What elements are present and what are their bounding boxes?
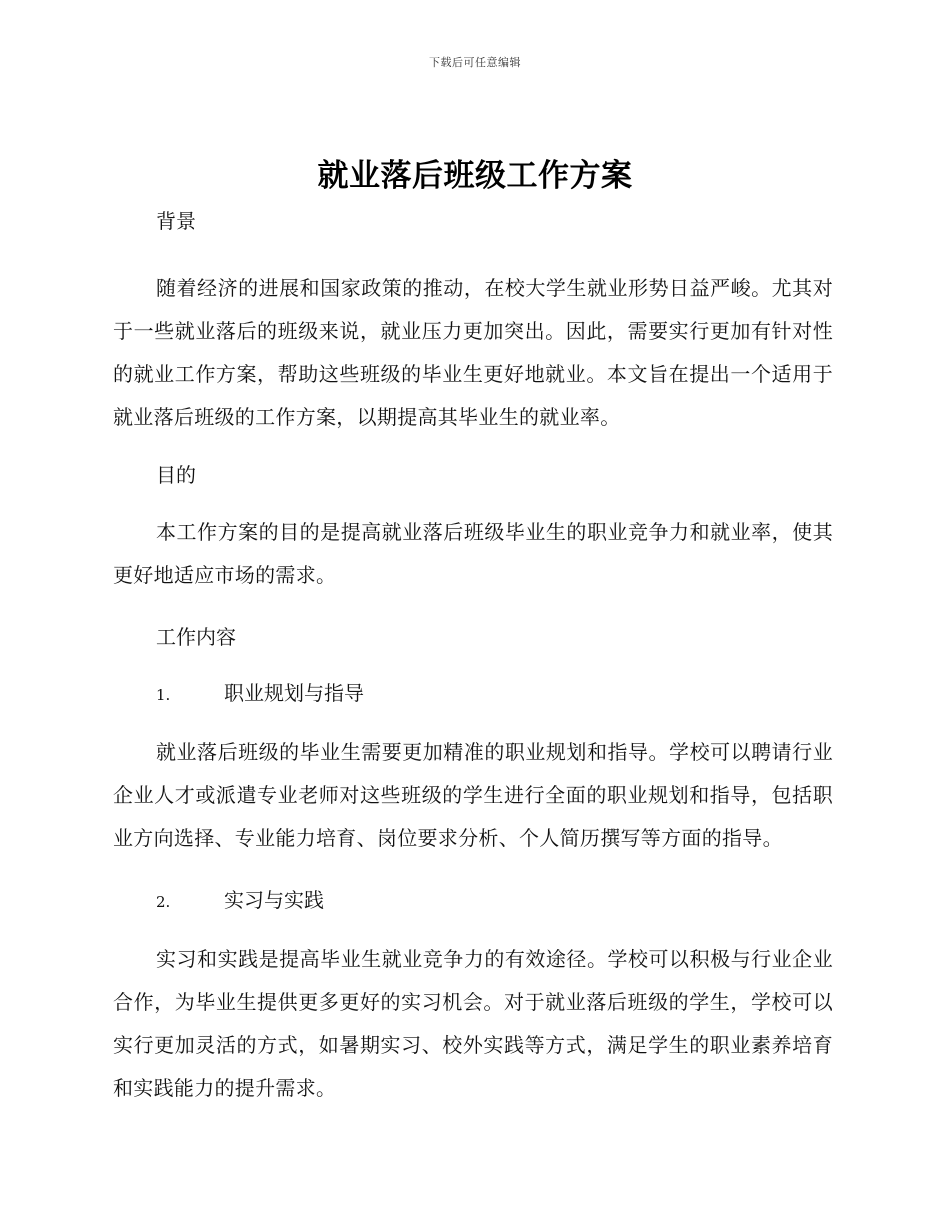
header-note: 下载后可任意编辑 (429, 56, 521, 69)
work-item-1-heading (156, 677, 833, 711)
page-title: 就业落后班级工作方案 (317, 158, 633, 194)
background-paragraph: 随着经济的进展和国家政策的推动，在校大学生就业形势日益严峻。尤其对于一些就业落后的班级来说，就业压力更加突出。因此，需要实行更加有针对性的就业工作方案，帮助这些班级的毕业生更好地就业。本文旨在提出一个适用于就业落后班级的工作方案，以期提高其毕业生的就业率。 (113, 276, 833, 429)
list-item-title: 实习与实践 (224, 888, 324, 912)
purpose-paragraph: 本工作方案的目的是提高就业落后班级毕业生的职业竞争力和就业率，使其更好地适应市场的需求。 (113, 520, 833, 587)
document-body (113, 205, 833, 1110)
work-item-2-heading (156, 884, 833, 918)
work-item-2-paragraph: 实习和实践是提高毕业生就业竞争力的有效途径。学校可以积极与行业企业合作，为毕业生提供更多更好的实习机会。对于就业落后班级的学生，学校可以实行更加灵活的方式，如暑期实习、校外实践等方式，满足学生的职业素养培育和实践能力的提升需求。 (113, 947, 833, 1100)
section-heading-purpose: 目的 (156, 463, 196, 487)
list-item-title: 职业规划与指导 (224, 681, 364, 705)
work-item-1-paragraph: 就业落后班级的毕业生需要更加精准的职业规划和指导。学校可以聘请行业企业人才或派遣专业老师对这些班级的学生进行全面的职业规划和指导，包括职业方向选择、专业能力培育、岗位要求分析、个人简历撰写等方面的指导。 (113, 740, 833, 850)
list-number: 1. (156, 686, 171, 704)
section-heading-background: 背景 (156, 209, 196, 233)
list-number: 2. (156, 893, 171, 911)
section-heading-work: 工作内容 (156, 625, 236, 649)
